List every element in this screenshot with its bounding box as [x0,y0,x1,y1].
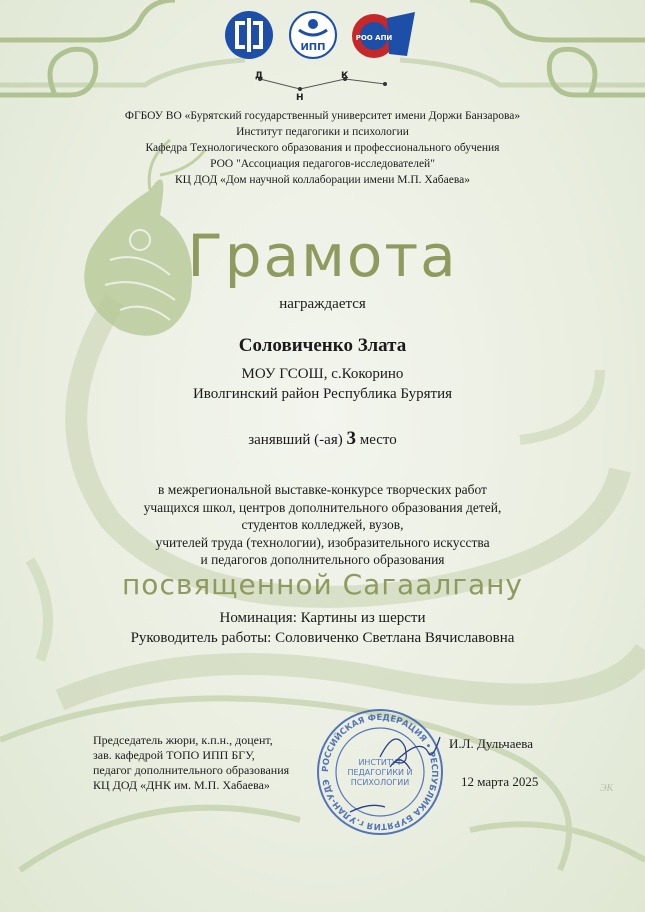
header-line: КЦ ДОД «Дом научной коллаборации имени М.П. Хабаева» [174,174,471,186]
description-line: учителей труда (технологии), изобразительного искусства [155,534,490,550]
svg-text:Д: Д [255,71,264,81]
certificate-title: Грамота [187,222,458,290]
svg-text:ИПП: ИПП [300,42,326,53]
recipient-school [0,364,645,404]
place-line [0,428,645,450]
jury-chair-title [93,733,323,793]
logos-row [224,10,424,70]
jury-line: КЦ ДОД «ДНК им. М.П. Хабаева» [93,778,270,792]
jury-line: педагог дополнительного образования [93,763,290,777]
svg-text:РОО АПИ: РОО АПИ [355,34,393,42]
nomination: Номинация: Картины из шерсти [219,610,426,626]
watermark: ЭК [600,783,614,794]
svg-text:ПЕДАГОГИКИ И: ПЕДАГОГИКИ И [347,768,413,777]
organizations-header [0,108,645,188]
signature-date: 12 марта 2025 [461,774,539,789]
ipp-logo [287,10,339,60]
description-line: в межрегиональной выставке-конкурсе творческих работ [158,482,487,497]
bsu-logo [224,10,274,60]
dnk-logo [0,70,645,100]
jury-line: Председатель жюри, к.п.н., доцент, [93,733,273,747]
description-line: учащихся школ, центров дополнительного образования детей, [143,499,502,515]
header-line: РОО "Ассоциация педагогов-исследователей" [210,158,435,170]
svg-text:ПСИХОЛОГИИ: ПСИХОЛОГИИ [350,778,410,787]
awarded-text: награждается [279,296,366,312]
school-line: Иволгинский район Республика Бурятия [192,386,453,402]
signer-name: И.Л. Дульчаева [449,736,533,751]
nomination-block [0,608,645,648]
roo-api-logo [349,10,419,60]
place-suffix: место [359,432,397,448]
header-line: ФГБОУ ВО «Бурятский государственный университет имени Доржи Банзарова» [124,110,521,122]
svg-text:РОССИЙСКАЯ ФЕДЕРАЦИЯ • РЕСПУБЛ: РОССИЙСКАЯ ФЕДЕРАЦИЯ • РЕСПУБЛИКА БУРЯТИЯ г.УЛАН-УДЭ [320,712,440,832]
recipient-name: Соловиченко Злата [238,335,407,356]
dedication: посвященной Сагаалгану [122,568,523,601]
svg-text:К: К [341,71,349,81]
header-line: Кафедра Технологического образования и профессионального обучения [145,142,500,154]
place-number: 3 [346,428,356,449]
official-stamp [310,707,450,837]
jury-line: зав. кафедрой ТОПО ИПП БГУ, [93,748,255,762]
place-prefix: занявший (-ая) [248,432,343,448]
school-line: МОУ ГСОШ, с.Кокорино [241,366,404,382]
svg-text:Н: Н [296,93,304,100]
supervisor: Руководитель работы: Соловиченко Светлана Вячиславовна [130,630,515,646]
description-line: студентов колледжей, вузов, [241,517,404,532]
header-line: Институт педагогики и психологии [236,126,409,138]
svg-text:ИНСТИТУТ: ИНСТИТУТ [358,758,402,767]
contest-description [0,481,645,569]
description-line: и педагогов дополнительного образования [200,552,445,567]
